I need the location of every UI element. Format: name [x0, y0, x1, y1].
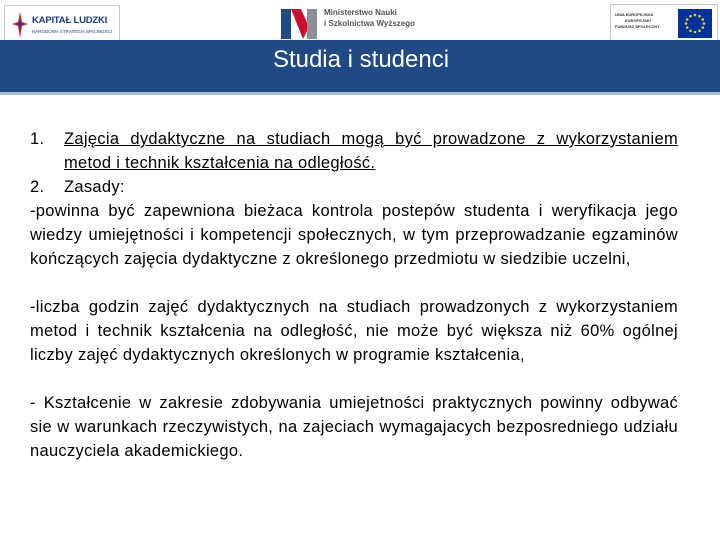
eu-line2: EUROPEJSKI — [625, 18, 651, 23]
ministry-logo — [279, 3, 419, 43]
list-text-2: Zasady: — [64, 178, 125, 196]
spacer — [30, 271, 678, 295]
eu-logo — [610, 4, 718, 44]
eu-flag-icon — [678, 9, 712, 38]
eu-line1: UNIA EUROPEJSKA — [615, 12, 654, 17]
slide-title: Studia i studenci — [272, 46, 450, 73]
list-number-2: 2. — [30, 178, 45, 196]
kapital-ludzki-title: KAPITAŁ LUDZKI — [32, 15, 108, 26]
paragraph-1: -powinna być zapewniona bieżaca kontrola postepów studenta i weryfikacja jego wiedzy umiejętności i kompetencji społecznych, w tym przeprowadzanie egzaminów kończących zajęcia dydaktyczne z określonego przedmiotu w siedzibie uczelni, — [30, 202, 678, 268]
ministry-mark-icon — [279, 3, 319, 43]
slide-content — [30, 127, 678, 463]
list-number-1: 1. — [30, 130, 45, 148]
paragraph-3: - Kształcenie w zakresie zdobywania umiejetności praktycznych powinny odbywać sie w warunkach rzeczywistych, na zajeciach wymagajacych bezposredniego udziału nauczyciela akademickiego. — [30, 394, 678, 460]
eu-line3: FUNDUSZ SPOŁECZNY — [615, 24, 660, 29]
title-band — [0, 40, 720, 95]
kapital-ludzki-star-icon — [11, 10, 29, 40]
title-box — [235, 40, 487, 80]
list-item-1 — [30, 127, 678, 175]
spacer — [30, 367, 678, 391]
kapital-ludzki-logo — [4, 5, 120, 45]
list-text-1: Zajęcia dydaktyczne na studiach mogą być prowadzone z wykorzystaniem metod i technik kształcenia na odległość. — [64, 130, 678, 172]
ministry-line2: i Szkolnictwa Wyższego — [324, 19, 415, 28]
eu-text — [615, 12, 675, 30]
kapital-ludzki-subtitle: NARODOWA STRATEGIA SPÓJNOŚCI — [32, 29, 113, 34]
list-item-2 — [30, 175, 678, 199]
ministry-line1: Ministerstwo Nauki — [324, 8, 397, 17]
paragraph-2: -liczba godzin zajęć dydaktycznych na studiach prowadzonych z wykorzystaniem metod i technik kształcenia na odległość, nie może być większa niż 60% ogólnej liczby zajęć dydaktycznych określonych w programie kształcenia, — [30, 298, 678, 364]
